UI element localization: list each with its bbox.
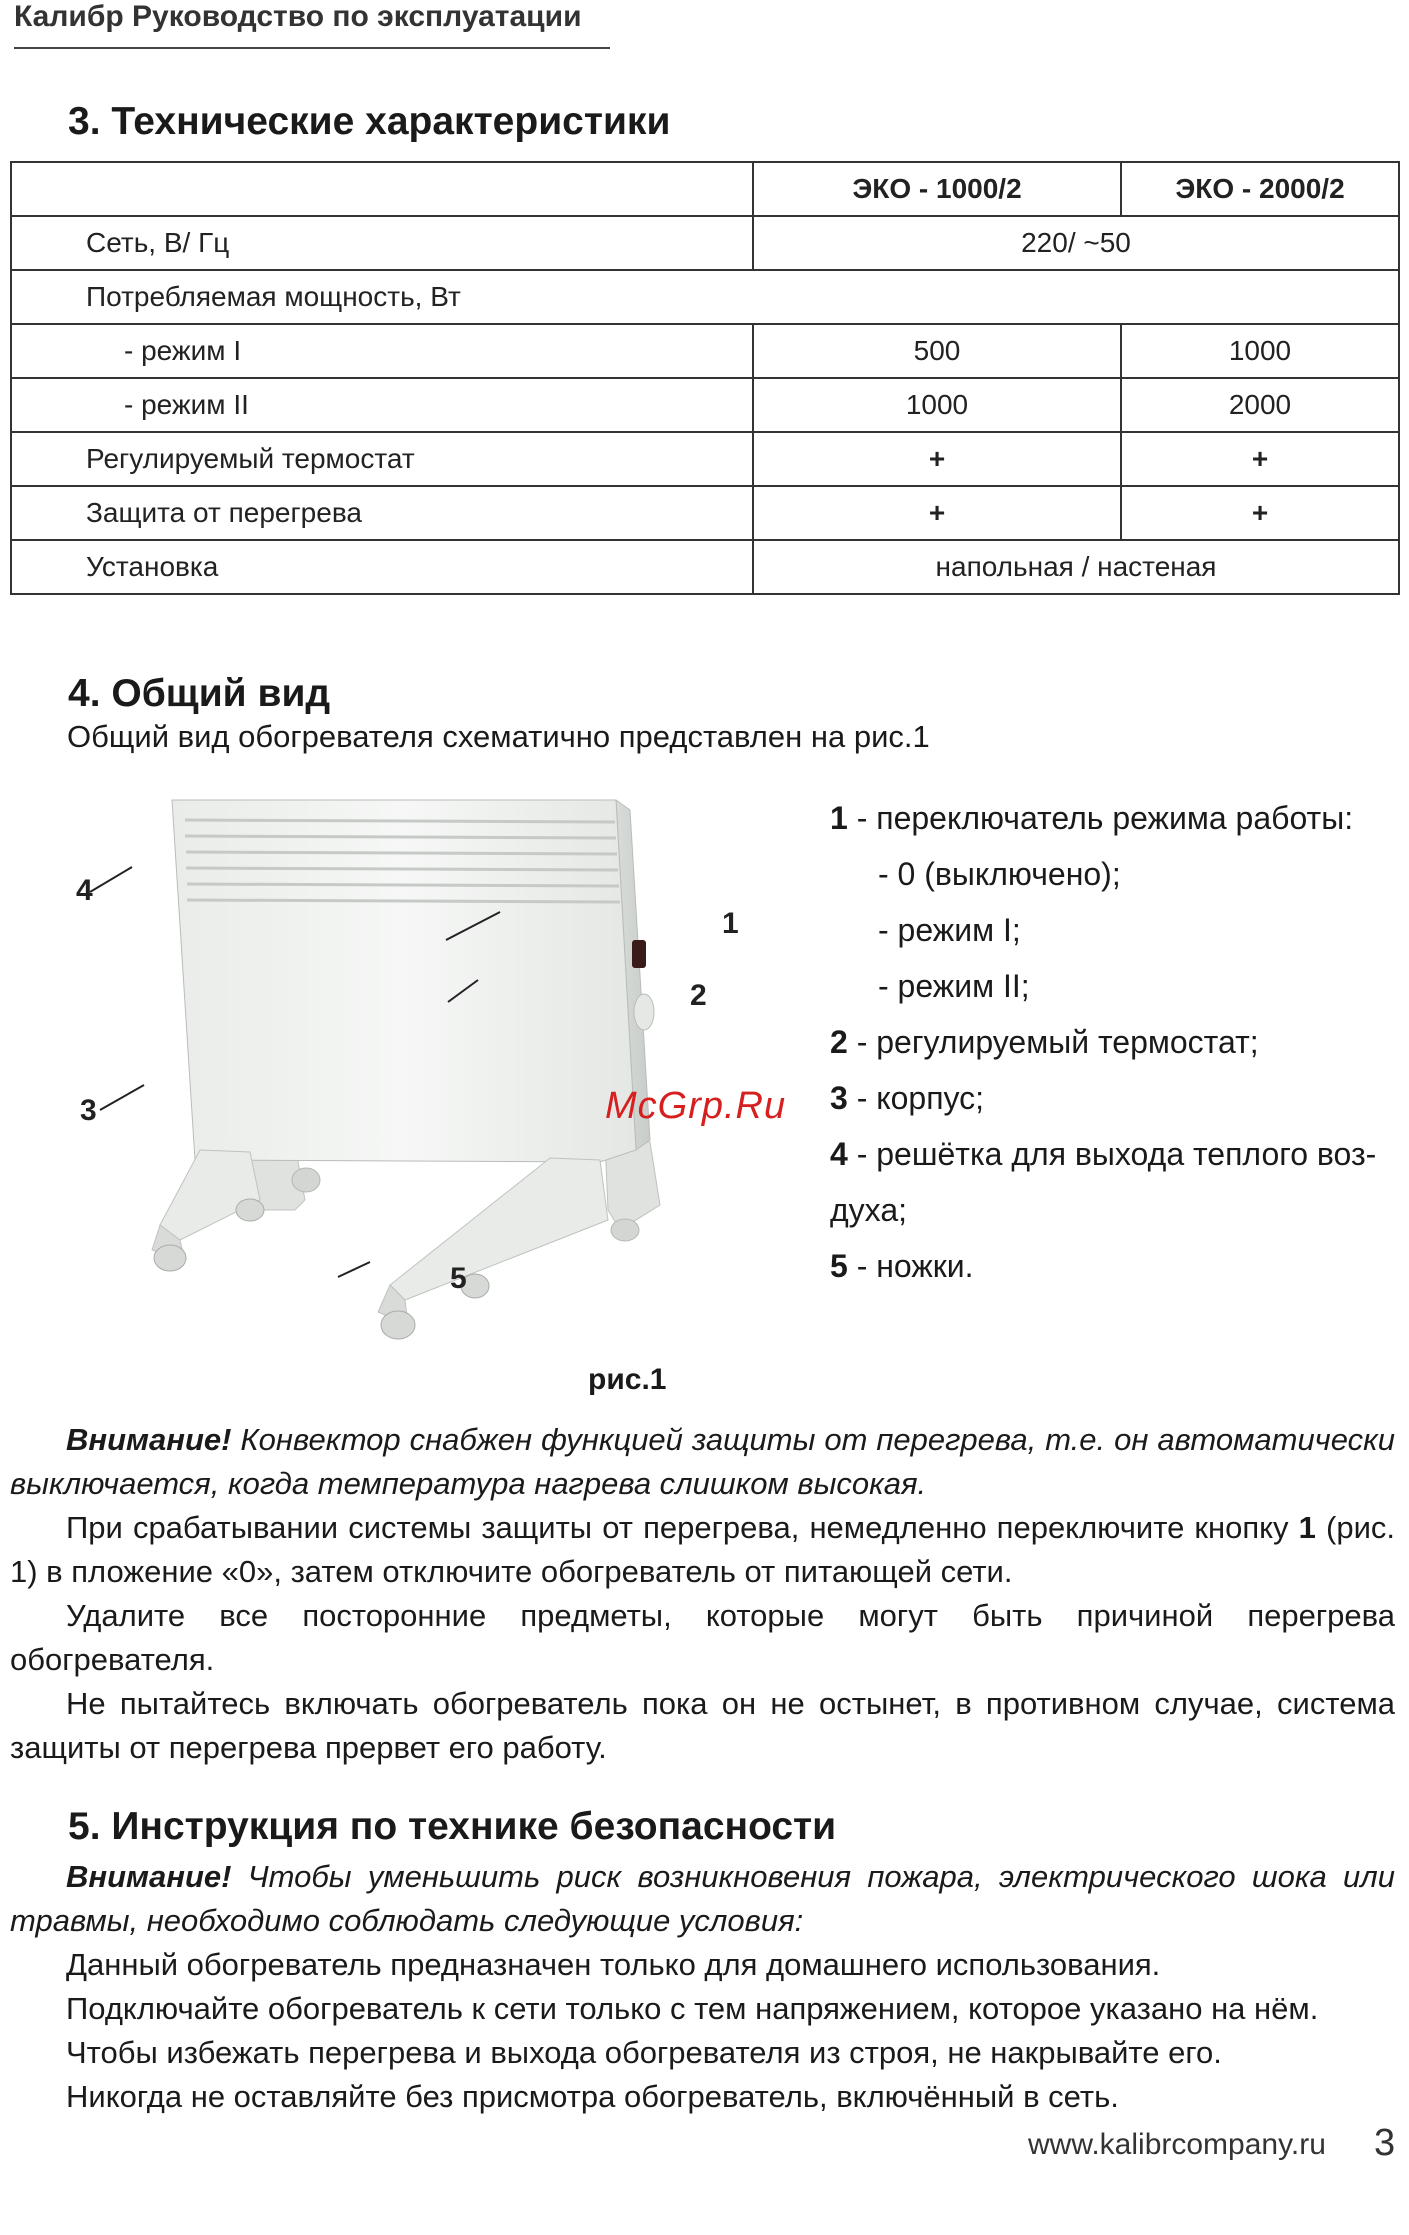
legend-item: 2 - регулируемый термостат; [830, 1024, 1259, 1060]
row-label: Сеть, В/ Гц [11, 216, 753, 270]
row-label: Установка [11, 540, 753, 594]
spec-header-eko2000: ЭКО - 2000/2 [1121, 162, 1399, 216]
paragraph: При срабатывании системы защиты от перегрева, немедленно переключите кнопку 1 (рис. 1) в пложение «0», затем отключите обогреватель от питающей сети. [10, 1510, 1396, 1589]
paragraph: Не пытайтесь включать обогреватель пока он не остынет, в противном случае, система защиты от перегрева прервет его работу. [10, 1686, 1395, 1765]
callout-2: 2 [690, 979, 707, 1012]
legend-subitem: - режим I; [878, 912, 1021, 948]
section-4-title: 4. Общий вид [68, 672, 331, 715]
spec-header-eko1000: ЭКО - 1000/2 [753, 162, 1121, 216]
figure-legend [830, 790, 1390, 1294]
callout-5: 5 [450, 1262, 467, 1295]
callout-4: 4 [76, 874, 93, 907]
legend-subitem: - 0 (выключено); [878, 856, 1121, 892]
warning-paragraph: Внимание! Чтобы уменьшить риск возникновения пожара, электрического шока или травмы, необходимо соблюдать следующие условия: [10, 1859, 1395, 1938]
row-value: напольная / настеная [753, 540, 1399, 594]
row-value-eko1000: + [753, 486, 1121, 540]
section-3-title: 3. Технические характеристики [68, 100, 671, 143]
legend-item: 5 - ножки. [830, 1248, 974, 1284]
list-item: Подключайте обогреватель к сети только с тем напряжением, которое указано на нём. [66, 1991, 1319, 2026]
spec-header-blank [11, 162, 753, 216]
row-value-eko1000: + [753, 432, 1121, 486]
table-row [11, 540, 1399, 594]
table-row [11, 486, 1399, 540]
mode-switch [632, 940, 646, 968]
legend-subitem: - режим II; [878, 968, 1030, 1004]
row-value-eko1000: 500 [753, 324, 1121, 378]
list-item: Чтобы избежать перегрева и выхода обогревателя из строя, не накрывайте его. [66, 2035, 1222, 2070]
footer-url: www.kalibrcompany.ru [1028, 2128, 1326, 2161]
paragraph: Удалите все посторонние предметы, которые могут быть причиной перегрева обогревателя. [10, 1598, 1395, 1677]
row-label: Защита от перегрева [11, 486, 753, 540]
row-label: Потребляемая мощность, Вт [11, 270, 753, 324]
heater-illustration [60, 780, 810, 1350]
callout-1: 1 [722, 907, 739, 940]
list-item: Данный обогреватель предназначен только для домашнего использования. [66, 1947, 1161, 1982]
row-label: Регулируемый термостат [11, 432, 753, 486]
list-item: Никогда не оставляйте без присмотра обогреватель, включённый в сеть. [66, 2079, 1119, 2114]
legend-item: 3 - корпус; [830, 1080, 985, 1116]
table-row [11, 378, 1399, 432]
watermark: McGrp.Ru [605, 1085, 787, 1127]
row-value-eko2000: + [1121, 432, 1399, 486]
spec-table-header [11, 162, 1399, 216]
row-label: - режим II [11, 378, 753, 432]
table-row [11, 324, 1399, 378]
thermostat-knob [634, 994, 654, 1030]
warning-paragraph: Внимание! Конвектор снабжен функцией защиты от перегрева, т.е. он автоматически выключается, когда температура нагрева слишком высокая. [10, 1422, 1395, 1501]
figure-caption: рис.1 [588, 1363, 667, 1396]
table-row [11, 270, 1399, 324]
legend-item: 4 - решётка для выхода теплого воз-духа; [830, 1136, 1377, 1228]
row-value [753, 270, 1399, 324]
running-header: Калибр Руководство по эксплуатации [14, 0, 582, 33]
table-row [11, 216, 1399, 270]
row-label: - режим I [11, 324, 753, 378]
row-value-eko2000: 1000 [1121, 324, 1399, 378]
header-rule [14, 47, 610, 49]
row-value-eko1000: 1000 [753, 378, 1121, 432]
callout-3: 3 [80, 1094, 97, 1127]
table-row [11, 432, 1399, 486]
spec-table [10, 161, 1400, 595]
page-number: 3 [1374, 2122, 1396, 2164]
row-value: 220/ ~50 [753, 216, 1399, 270]
row-value-eko2000: 2000 [1121, 378, 1399, 432]
section-5-title: 5. Инструкция по технике безопасности [68, 1805, 837, 1848]
section-4-intro: Общий вид обогревателя схематично представлен на рис.1 [67, 719, 930, 754]
row-value-eko2000: + [1121, 486, 1399, 540]
legend-item: 1 - переключатель режима работы: [830, 800, 1354, 836]
